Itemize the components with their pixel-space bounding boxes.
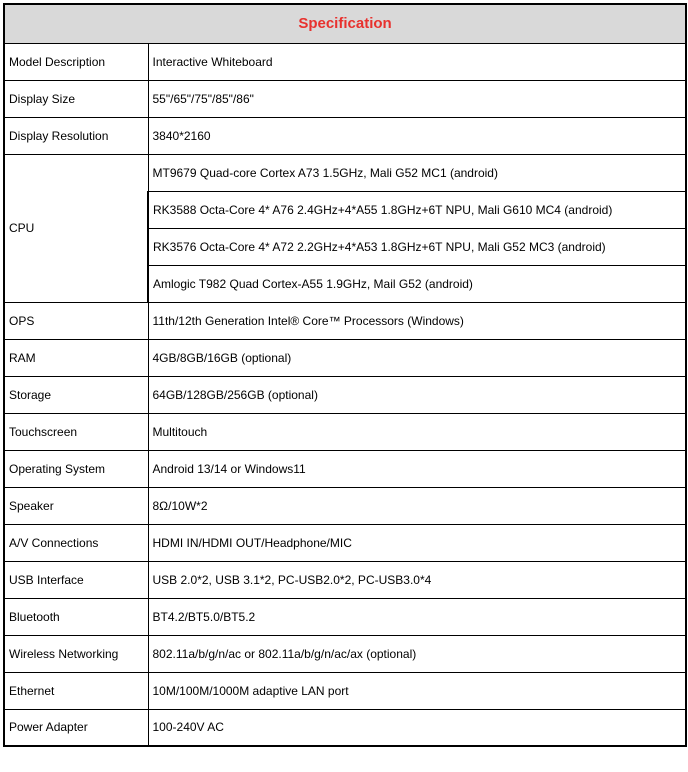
row-label: Touchscreen xyxy=(4,413,148,450)
table-row xyxy=(4,43,686,80)
table-row xyxy=(4,450,686,487)
row-label: USB Interface xyxy=(4,561,148,598)
table-row xyxy=(4,339,686,376)
row-label: Ethernet xyxy=(4,672,148,709)
specification-table xyxy=(3,3,687,747)
row-label: Storage xyxy=(4,376,148,413)
row-value: 100-240V AC xyxy=(148,709,686,746)
table-row xyxy=(4,524,686,561)
row-label: RAM xyxy=(4,339,148,376)
table-row xyxy=(4,635,686,672)
table-row xyxy=(4,487,686,524)
table-row xyxy=(4,709,686,746)
row-label: Power Adapter xyxy=(4,709,148,746)
row-value: RK3576 Octa-Core 4* A72 2.2GHz+4*A53 1.8GHz+6T NPU, Mali G52 MC3 (android) xyxy=(148,228,686,265)
row-label: Bluetooth xyxy=(4,598,148,635)
table-row xyxy=(4,80,686,117)
row-value: 55"/65"/75"/85"/86" xyxy=(148,80,686,117)
table-row xyxy=(4,598,686,635)
table-row xyxy=(4,117,686,154)
row-value: BT4.2/BT5.0/BT5.2 xyxy=(148,598,686,635)
row-label: CPU xyxy=(4,154,148,302)
table-row xyxy=(4,413,686,450)
table-row xyxy=(4,376,686,413)
table-header-row xyxy=(4,4,686,43)
row-label: Display Resolution xyxy=(4,117,148,154)
row-value: RK3588 Octa-Core 4* A76 2.4GHz+4*A55 1.8GHz+6T NPU, Mali G610 MC4 (android) xyxy=(148,191,686,228)
table-row xyxy=(4,672,686,709)
row-value: MT9679 Quad-core Cortex A73 1.5GHz, Mali G52 MC1 (android) xyxy=(148,154,686,191)
table-row xyxy=(4,302,686,339)
table-row xyxy=(4,154,686,191)
row-value: 4GB/8GB/16GB (optional) xyxy=(148,339,686,376)
row-value: 8Ω/10W*2 xyxy=(148,487,686,524)
row-value: 64GB/128GB/256GB (optional) xyxy=(148,376,686,413)
row-value: HDMI IN/HDMI OUT/Headphone/MIC xyxy=(148,524,686,561)
row-label: Wireless Networking xyxy=(4,635,148,672)
row-value: 802.11a/b/g/n/ac or 802.11a/b/g/n/ac/ax (optional) xyxy=(148,635,686,672)
table-row xyxy=(4,561,686,598)
row-value: USB 2.0*2, USB 3.1*2, PC-USB2.0*2, PC-USB3.0*4 xyxy=(148,561,686,598)
row-value: 11th/12th Generation Intel® Core™ Processors (Windows) xyxy=(148,302,686,339)
row-label: A/V Connections xyxy=(4,524,148,561)
row-value: Android 13/14 or Windows11 xyxy=(148,450,686,487)
row-value: Interactive Whiteboard xyxy=(148,43,686,80)
row-label: OPS xyxy=(4,302,148,339)
row-label: Speaker xyxy=(4,487,148,524)
row-value: 3840*2160 xyxy=(148,117,686,154)
row-label: Display Size xyxy=(4,80,148,117)
row-value: Multitouch xyxy=(148,413,686,450)
row-label: Operating System xyxy=(4,450,148,487)
row-label: Model Description xyxy=(4,43,148,80)
row-value: 10M/100M/1000M adaptive LAN port xyxy=(148,672,686,709)
table-title: Specification xyxy=(4,4,686,43)
row-value: Amlogic T982 Quad Cortex-A55 1.9GHz, Mail G52 (android) xyxy=(148,265,686,302)
